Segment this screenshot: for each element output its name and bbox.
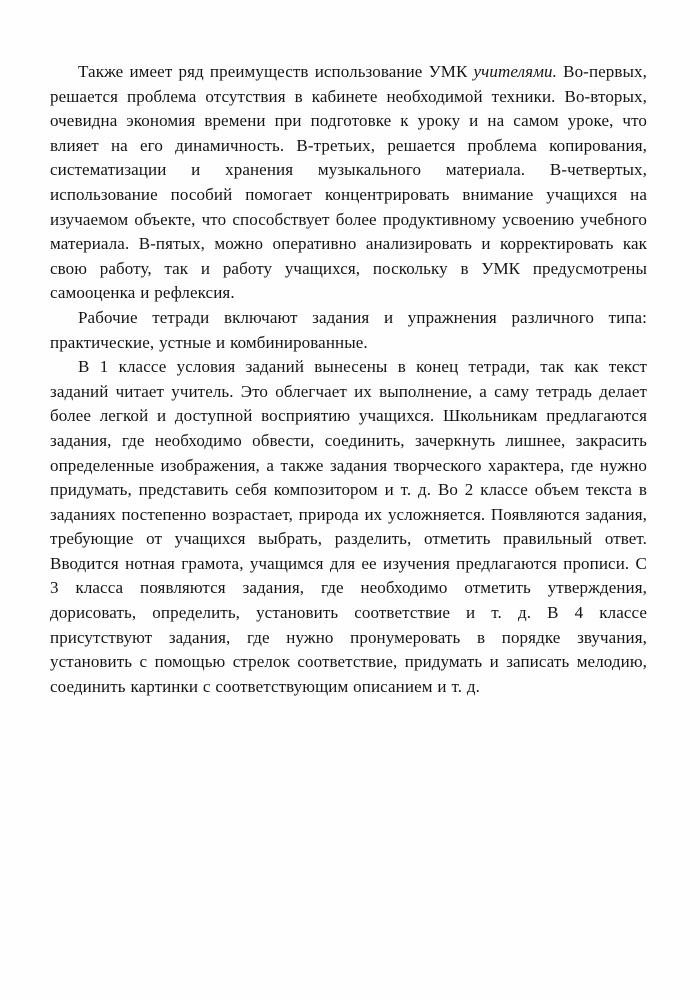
paragraph-1-body-text: Во-первых, решается проблема отсутствия в кабинете необходимой техники. Во-вторых, очевидна экономия времени при подготовке к уроку и на самом уроке, что влияет на его динамичность. В-третьих, решается проблема копирования, систематизации и хранения музыкального материала. В-четвертых, использование пособий помогает концентрировать внимание учащихся на изучаемом объекте, что способствует более продуктивному усвоению учебного материала. В-пятых, можно оперативно анализировать и корректировать как свою работу, так и работу учащихся, поскольку в УМК предусмотрены самооценка и рефлексия. <box>50 62 647 303</box>
paragraph-1-italic-word: учителями. <box>473 62 557 81</box>
paragraph-umk-advantages <box>50 60 647 306</box>
paragraph-workbook-types: Рабочие тетради включают задания и упражнения различного типа: практические, устные и комбинированные. <box>50 307 647 352</box>
paragraph-grade-tasks: В 1 классе условия заданий вынесены в конец тетради, так как текст заданий читает учитель. Это облегчает их выполнение, а саму тетрадь делает более легкой и доступной восприятию учащихся. Школьникам предлагаются задания, где необходимо обвести, соединить, зачеркнуть лишнее, закрасить определенные изображения, а также задания творческого характера, где нужно придумать, представить себя композитором и т. д. Во 2 классе объем текста в заданиях постепенно возрастает, природа их усложняется. Появляются задания, требующие от учащихся выбрать, разделить, отметить правильный ответ. Вводится нотная грамота, учащимся для ее изучения предлагаются прописи. С 3 класса появляются задания, где необходимо отметить утверждения, дорисовать, определить, установить соответствие и т. д. В 4 классе присутствуют задания, где нужно пронумеровать в порядке звучания, установить с помощью стрелок соответствие, придумать и записать мелодию, соединить картинки с соответствующим описанием и т. д. <box>50 357 647 696</box>
paragraph-1-lead-text: Также имеет ряд преимуществ использование УМК <box>78 62 474 81</box>
